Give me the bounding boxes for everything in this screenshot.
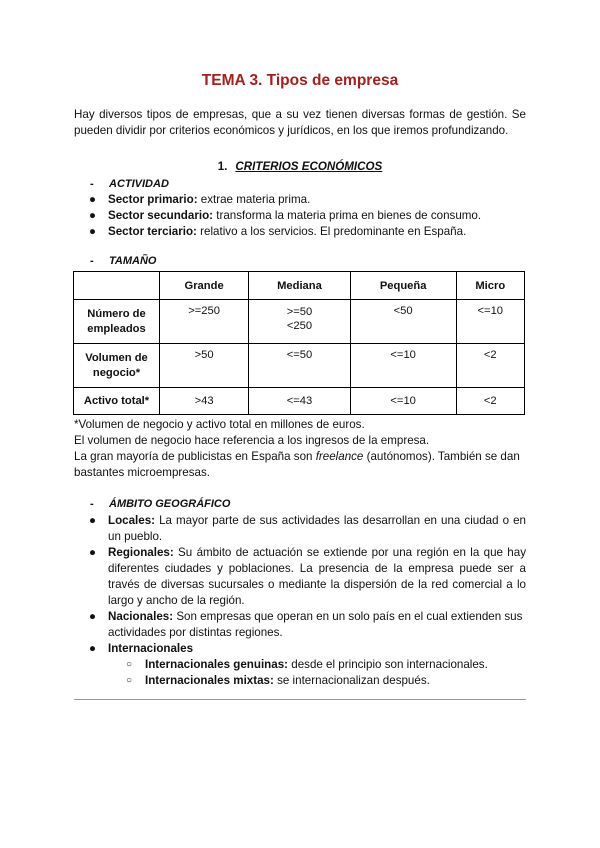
list-item xyxy=(89,208,526,224)
bullet-icon: ● xyxy=(89,209,97,222)
circle-bullet-icon: ○ xyxy=(126,675,133,686)
item-label: Internacionales genuinas: xyxy=(145,658,289,671)
table-cell: >=50 <250 xyxy=(249,300,351,344)
table-cell: <=10 xyxy=(350,344,456,388)
item-text: La mayor parte de sus actividades las desarrollan en una ciudad o en un pueblo. xyxy=(108,514,526,543)
item-label: Sector primario: xyxy=(108,193,198,206)
table-cell: <50 xyxy=(350,300,456,344)
item-text: desde el principio son internacionales. xyxy=(288,658,488,671)
item-label: Internacionales mixtas: xyxy=(145,674,274,687)
list-item xyxy=(89,224,526,240)
table-cell: >50 xyxy=(160,344,249,388)
item-label: Locales: xyxy=(108,514,156,527)
list-item xyxy=(89,545,526,609)
list-item xyxy=(89,641,526,657)
table-header-row xyxy=(74,272,525,300)
bullet-icon: ● xyxy=(89,642,97,655)
note-text: (autónomos). También se dan bastantes microempresas. xyxy=(74,450,520,479)
note-publicistas xyxy=(74,449,526,481)
table-corner-cell xyxy=(74,272,160,300)
table-cell: <=43 xyxy=(249,388,351,415)
note-emphasis: freelance xyxy=(315,450,364,463)
column-header: Pequeña xyxy=(350,272,456,300)
dash-marker: - xyxy=(90,255,94,267)
item-label: Regionales: xyxy=(108,546,174,559)
list-item xyxy=(89,609,526,641)
table-row xyxy=(74,344,525,388)
item-label: Sector terciario: xyxy=(108,225,197,238)
horizontal-divider xyxy=(74,699,526,700)
item-text: transforma la materia prima en bienes de consumo. xyxy=(213,209,482,222)
table-row xyxy=(74,388,525,415)
circle-bullet-icon: ○ xyxy=(126,659,133,670)
bullet-icon: ● xyxy=(89,610,97,623)
item-label: Sector secundario: xyxy=(108,209,214,222)
note-text: La gran mayoría de publicistas en España son xyxy=(74,450,316,463)
row-header: Activo total* xyxy=(74,388,160,415)
column-header: Micro xyxy=(456,272,524,300)
table-cell: >=250 xyxy=(160,300,249,344)
table-cell: <=10 xyxy=(350,388,456,415)
sub-list-item xyxy=(126,657,488,673)
subheading-ambito xyxy=(90,498,230,510)
sub-list-item xyxy=(126,673,430,689)
subheading-label: TAMAÑO xyxy=(109,255,157,267)
section-number: 1. xyxy=(217,160,228,173)
footnote-units: *Volumen de negocio y activo total en millones de euros. xyxy=(74,418,365,431)
size-table xyxy=(73,271,525,415)
section-title: CRITERIOS ECONÓMICOS xyxy=(235,160,383,173)
table-cell: <=10 xyxy=(456,300,524,344)
row-header: Volumen de negocio* xyxy=(74,344,160,388)
column-header: Grande xyxy=(160,272,249,300)
item-text: Son empresas que operan en un solo país en el cual extienden sus actividades por distintas regiones. xyxy=(108,610,523,639)
bullet-icon: ● xyxy=(89,225,97,238)
page-title: TEMA 3. Tipos de empresa xyxy=(201,72,399,89)
list-item xyxy=(89,192,526,208)
bullet-icon: ● xyxy=(89,193,97,206)
subheading-actividad xyxy=(90,178,169,190)
column-header: Mediana xyxy=(249,272,351,300)
item-label: Internacionales xyxy=(108,642,194,655)
row-header: Número de empleados xyxy=(74,300,160,344)
table-row xyxy=(74,300,525,344)
table-cell: >43 xyxy=(160,388,249,415)
note-volumen: El volumen de negocio hace referencia a los ingresos de la empresa. xyxy=(74,434,430,447)
item-text: Su ámbito de actuación se extiende por una región en la que hay diferentes ciudades y poblaciones. La presencia de la empresa puede ser a través de diversas sucursales o mediante la dispersión de la red comercial a lo largo y ancho de la región. xyxy=(108,546,526,607)
dash-marker: - xyxy=(90,498,94,510)
table-cell: <=50 xyxy=(249,344,351,388)
item-label: Nacionales: xyxy=(108,610,174,623)
dash-marker: - xyxy=(90,178,94,190)
list-item xyxy=(89,513,526,545)
item-text: se internacionalizan después. xyxy=(273,674,430,687)
bullet-icon: ● xyxy=(89,514,97,527)
item-text: relativo a los servicios. El predominante en España. xyxy=(196,225,467,238)
bullet-icon: ● xyxy=(89,546,97,559)
subheading-label: ACTIVIDAD xyxy=(109,178,169,190)
section-heading-criterios xyxy=(0,160,600,173)
subheading-tamano xyxy=(90,255,156,267)
table-cell: <2 xyxy=(456,344,524,388)
item-text: extrae materia prima. xyxy=(197,193,311,206)
intro-paragraph: Hay diversos tipos de empresas, que a su vez tienen diversas formas de gestión. Se pueden dividir por criterios económicos y jurídicos, en los que iremos profundizando. xyxy=(74,108,526,137)
table-cell: <2 xyxy=(456,388,524,415)
subheading-label: ÁMBITO GEOGRÁFICO xyxy=(109,498,231,510)
